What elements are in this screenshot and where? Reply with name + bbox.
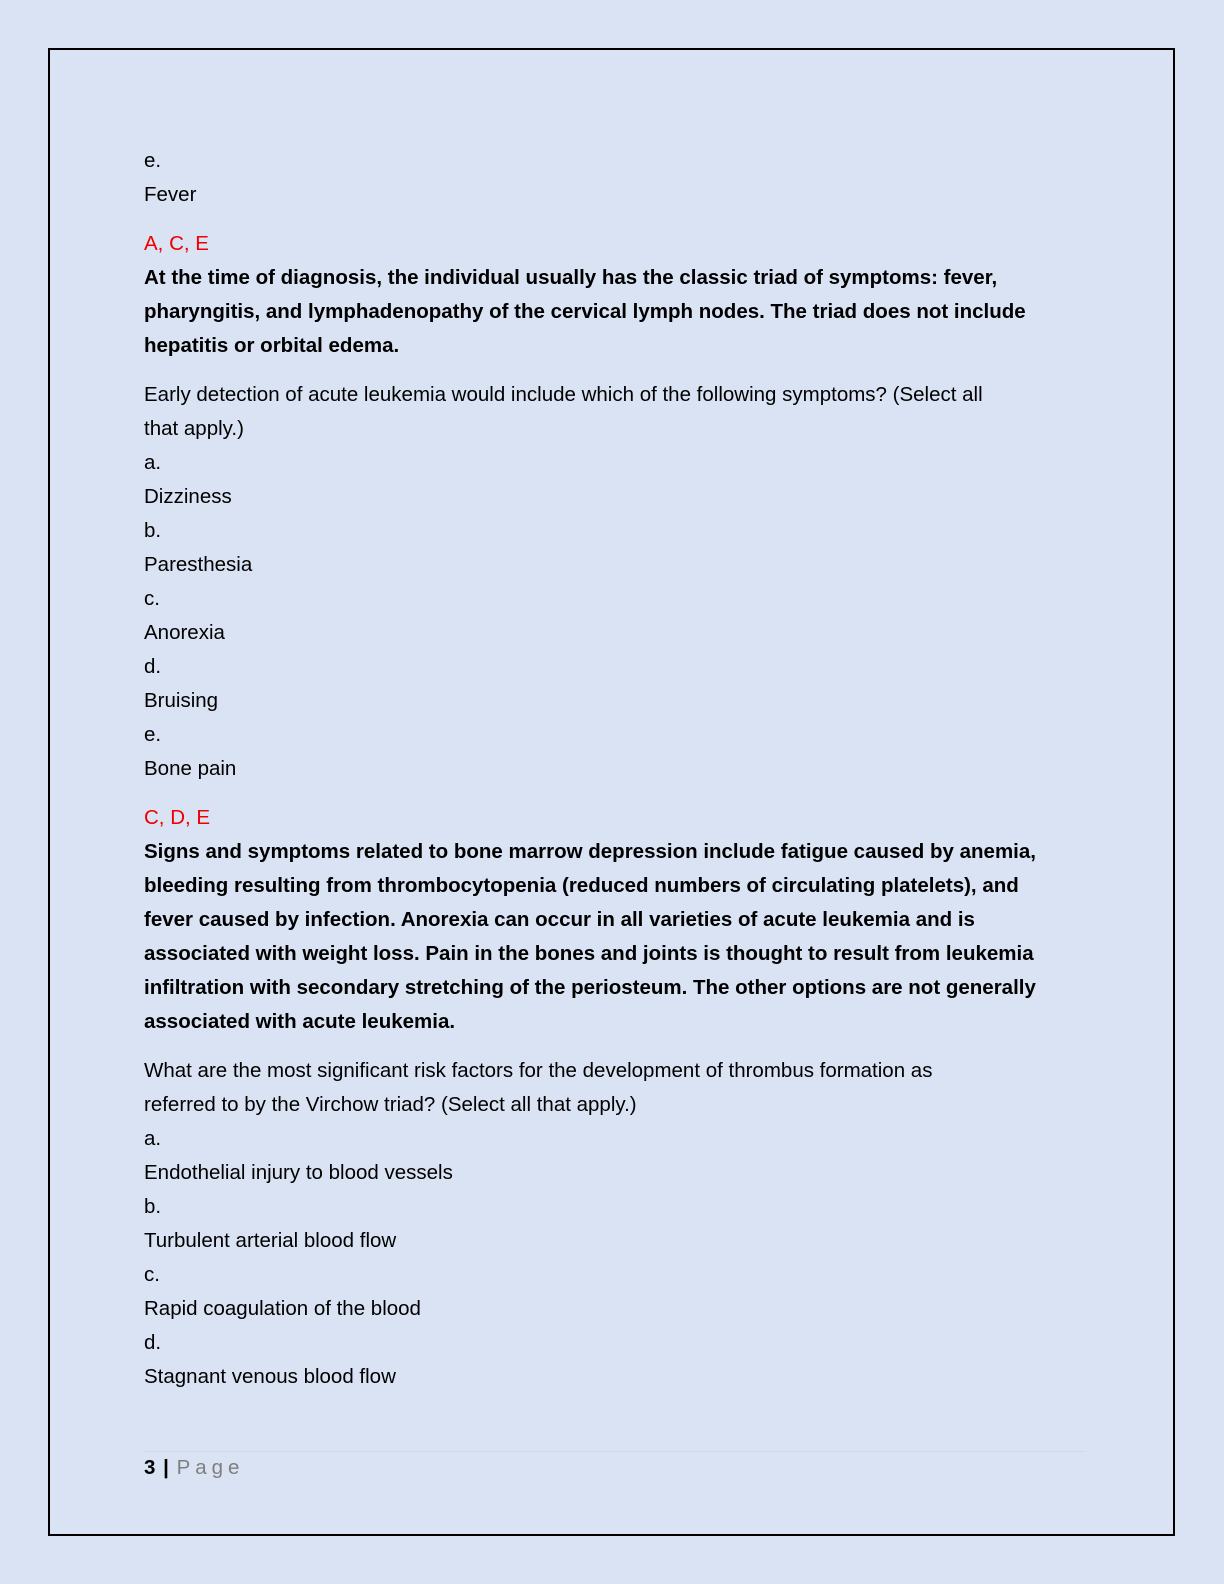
rationale-line: At the time of diagnosis, the individual usually has the classic triad of symptoms: fever, xyxy=(144,266,998,289)
rationale-line: pharyngitis, and lymphadenopathy of the cervical lymph nodes. The triad does not include xyxy=(144,300,1026,323)
option-letter: c. xyxy=(144,587,160,610)
option-letter: b. xyxy=(144,1195,162,1218)
page-content xyxy=(144,144,1084,1394)
option-letter: c. xyxy=(144,1263,160,1286)
question-block-1 xyxy=(144,144,1084,363)
option-text: Turbulent arterial blood flow xyxy=(144,1229,397,1252)
answer-key: C, D, E xyxy=(144,806,211,829)
question-block-2 xyxy=(144,378,1084,1039)
option-letter: e. xyxy=(144,149,162,172)
question-line: Early detection of acute leukemia would include which of the following symptoms? (Select all xyxy=(144,383,983,406)
option-text: Stagnant venous blood flow xyxy=(144,1365,396,1388)
option-text: Endothelial injury to blood vessels xyxy=(144,1161,453,1184)
option-letter: d. xyxy=(144,1331,162,1354)
question-line: that apply.) xyxy=(144,417,244,440)
option-text: Dizziness xyxy=(144,485,232,508)
option-letter: d. xyxy=(144,655,162,678)
option-letter: a. xyxy=(144,451,162,474)
option-text: Bruising xyxy=(144,689,219,712)
question-line: referred to by the Virchow triad? (Select all that apply.) xyxy=(144,1093,637,1116)
rationale-line: Signs and symptoms related to bone marrow depression include fatigue caused by anemia, xyxy=(144,840,1036,863)
option-text: Paresthesia xyxy=(144,553,253,576)
footer-separator: | xyxy=(163,1456,169,1479)
question-text xyxy=(144,1054,1084,1122)
option-letter: a. xyxy=(144,1127,162,1150)
rationale-line: bleeding resulting from thrombocytopenia (reduced numbers of circulating platelets), and xyxy=(144,874,1019,897)
question-line: What are the most significant risk factors for the development of thrombus formation as xyxy=(144,1059,933,1082)
question-block-3 xyxy=(144,1054,1084,1394)
rationale-line: hepatitis or orbital edema. xyxy=(144,334,400,357)
rationale xyxy=(144,261,1084,363)
page-number: 3 xyxy=(144,1456,156,1479)
rationale-line: associated with acute leukemia. xyxy=(144,1010,456,1033)
answer-key: A, C, E xyxy=(144,232,209,255)
rationale-line: infiltration with secondary stretching of the periosteum. The other options are not generally xyxy=(144,976,1036,999)
option-letter: e. xyxy=(144,723,162,746)
rationale-line: associated with weight loss. Pain in the bones and joints is thought to result from leukemia xyxy=(144,942,1034,965)
option-text: Rapid coagulation of the blood xyxy=(144,1297,421,1320)
option-text: Fever xyxy=(144,183,197,206)
footer-divider xyxy=(144,1451,1085,1452)
option-text: Bone pain xyxy=(144,757,237,780)
option-text: Anorexia xyxy=(144,621,225,644)
page-label: Page xyxy=(176,1456,245,1479)
question-text xyxy=(144,378,1084,446)
rationale xyxy=(144,835,1084,1039)
page-footer xyxy=(144,1453,244,1483)
option-letter: b. xyxy=(144,519,162,542)
rationale-line: fever caused by infection. Anorexia can occur in all varieties of acute leukemia and is xyxy=(144,908,975,931)
